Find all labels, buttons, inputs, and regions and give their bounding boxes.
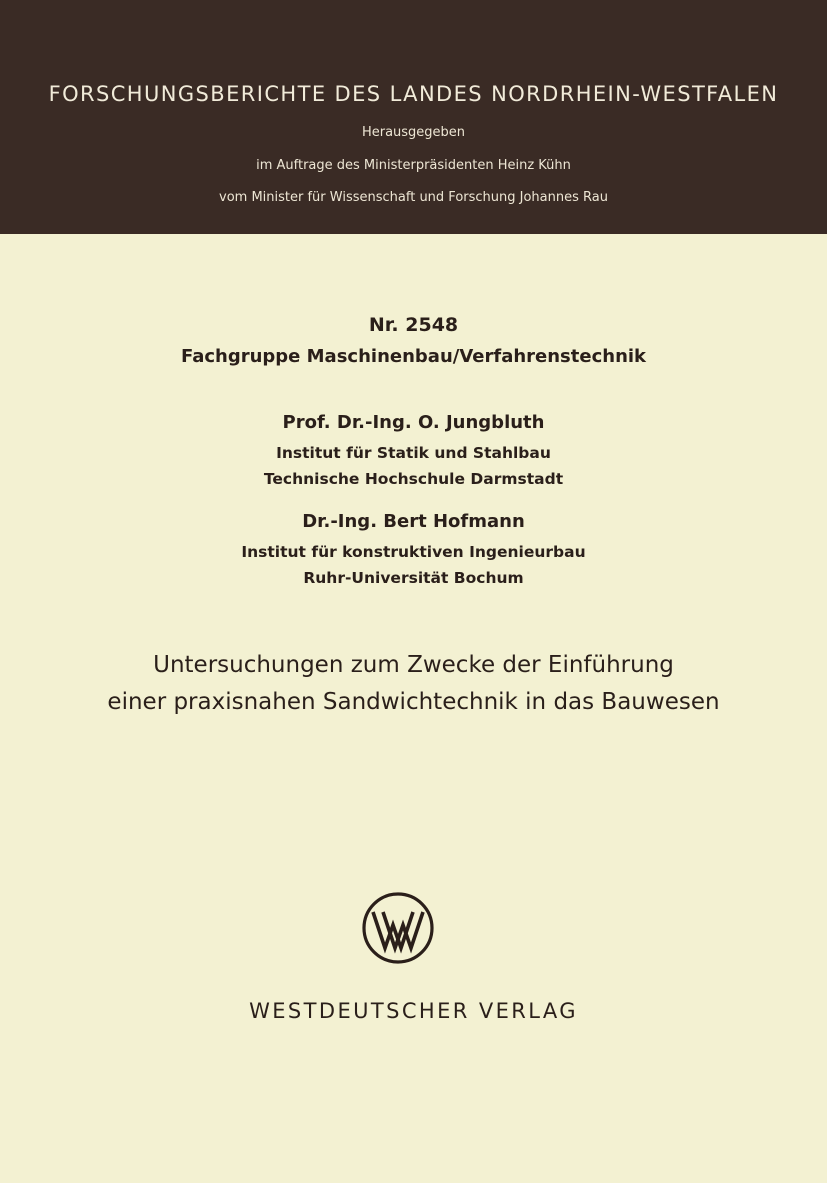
author-name: Prof. Dr.-Ing. O. Jungbluth (282, 412, 545, 433)
publisher-name: WESTDEUTSCHER VERLAG (249, 999, 578, 1023)
author-affiliation: Institut für konstruktiven Ingenieurbau (241, 543, 586, 561)
series-title: FORSCHUNGSBERICHTE DES LANDES NORDRHEIN-WESTFALEN (48, 82, 779, 106)
author-name: Dr.-Ing. Bert Hofmann (302, 511, 525, 532)
subject-group: Fachgruppe Maschinenbau/Verfahrenstechnik (180, 346, 647, 367)
book-title-line: einer praxisnahen Sandwichtechnik in das Bauwesen (107, 689, 720, 715)
author-affiliation: Institut für Statik und Stahlbau (276, 444, 551, 462)
author-affiliation: Ruhr-Universität Bochum (303, 569, 524, 587)
book-title-line: Untersuchungen zum Zwecke der Einführung (153, 652, 674, 678)
commission-line: im Auftrage des Ministerpräsidenten Heinz Kühn (256, 158, 571, 173)
westdeutscher-verlag-logo-icon (360, 890, 436, 966)
report-number: Nr. 2548 (368, 314, 459, 336)
editor-line: Herausgegeben (361, 125, 466, 140)
author-affiliation: Technische Hochschule Darmstadt (263, 470, 564, 488)
minister-line: vom Minister für Wissenschaft und Forschung Johannes Rau (219, 190, 608, 205)
